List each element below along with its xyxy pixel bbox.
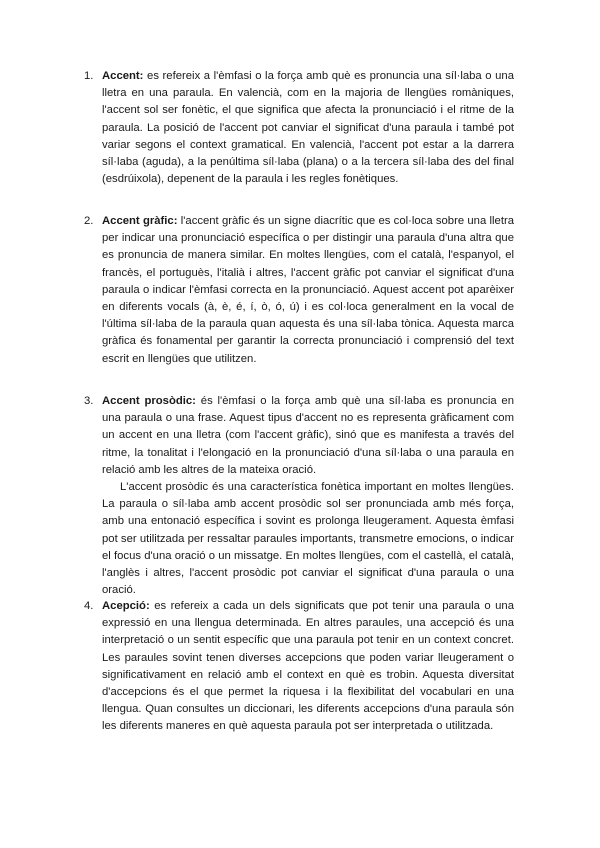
term-heading: Accent prosòdic: xyxy=(102,395,196,407)
list-number: 2. xyxy=(84,215,94,227)
term-heading: Acepció: xyxy=(102,600,150,612)
term-heading: Accent gràfic: xyxy=(102,215,178,227)
term-definition: l'accent gràfic és un signe diacrític que es col·loca sobre una lletra per indicar una pronunciació específica o per distingir una paraula d'una altra que es pronuncia de manera similar. En moltes llengües, com el català, l'espanyol, el francès, el portuguès, l'italià i altres, l'accent gràfic pot canviar el significat d'una paraula o indicar l'èmfasi correcta en la pronunciació. Aquest accent pot aparèixer en diferents vocals (à, è, é, í, ò, ó, ú) i es col·loca generalment en la vocal de l'última síl·laba de la paraula quan aquesta és una síl·laba tònica. Aquesta marca gràfica és fonamental per garantir la correcta pronunciació i comprensió del text escrit en llengües que utilitzen. xyxy=(102,215,515,365)
entry-body xyxy=(84,393,514,599)
list-item-accent xyxy=(84,68,514,188)
term-heading: Accent: xyxy=(102,70,144,82)
term-definition: és l'èmfasi o la força amb què una síl·laba es pronuncia en una paraula o una frase. Aquest tipus d'accent no es representa gràficament com un accent en una lletra (com l'accent gràfic), sinó que es manifesta a través del ritme, la tonalitat i l'elongació en la pronunciació d'una síl·laba o una paraula en relació amb les altres de la mateixa oració. xyxy=(102,395,515,476)
term-definition: es refereix a l'èmfasi o la força amb què es pronuncia una síl·laba o una lletra en una paraula. En valencià, com en la majoria de llengües romàniques, l'accent sol ser fonètic, el que significa que afecta la pronunciació i el ritme de la paraula. La posició de l'accent pot canviar el significat d'una paraula i també pot variar segons el context gramatical. En valencià, l'accent pot estar a la darrera síl·laba (aguda), a la penúltima síl·laba (plana) o a la tercera síl·laba des del final (esdrúixola), depenent de la paraula i les regles fonètiques. xyxy=(102,70,514,186)
list-number: 4. xyxy=(84,600,94,612)
list-item-accent-grafic xyxy=(84,213,514,368)
list-item-accent-prosodic xyxy=(84,393,514,599)
entry-paragraph-2: L'accent prosòdic és una característica fonètica important en moltes llengües. La paraula o síl·laba amb accent prosòdic sol ser pronunciada amb més força, amb una entonació específica i sovint es prolonga lleugerament. Aquesta èmfasi pot ser utilitzada per ressaltar paraules importants, transmetre emocions, o indicar el focus d'una oració o un missatge. En moltes llengües, com el castellà, el català, l'anglès i altres, l'accent prosòdic pot canviar el significat d'una paraula o una oració. xyxy=(102,481,514,597)
list-number: 3. xyxy=(84,395,94,407)
entry-paragraph xyxy=(102,393,514,479)
term-definition: es refereix a cada un dels significats que pot tenir una paraula o una expressió en una llengua determinada. En altres paraules, una accepció és una interpretació o un sentit específic que una paraula pot tenir en un context concret. Les paraules sovint tenen diverses accepcions que poden variar lleugerament o significativament en relació amb el context en què es trobin. Aquesta diversitat d'accepcions és el que permet la riquesa i la flexibilitat del vocabulari en una llengua. Quan consultes un diccionari, les diferents accepcions d'una paraula són les diferents maneres en què aquesta paraula pot ser interpretada o utilitzada. xyxy=(102,600,514,733)
entry-body xyxy=(84,213,514,368)
list-number: 1. xyxy=(84,70,94,82)
entry-body xyxy=(84,598,514,736)
entry-body xyxy=(84,68,514,188)
list-item-accepcio xyxy=(84,598,514,736)
